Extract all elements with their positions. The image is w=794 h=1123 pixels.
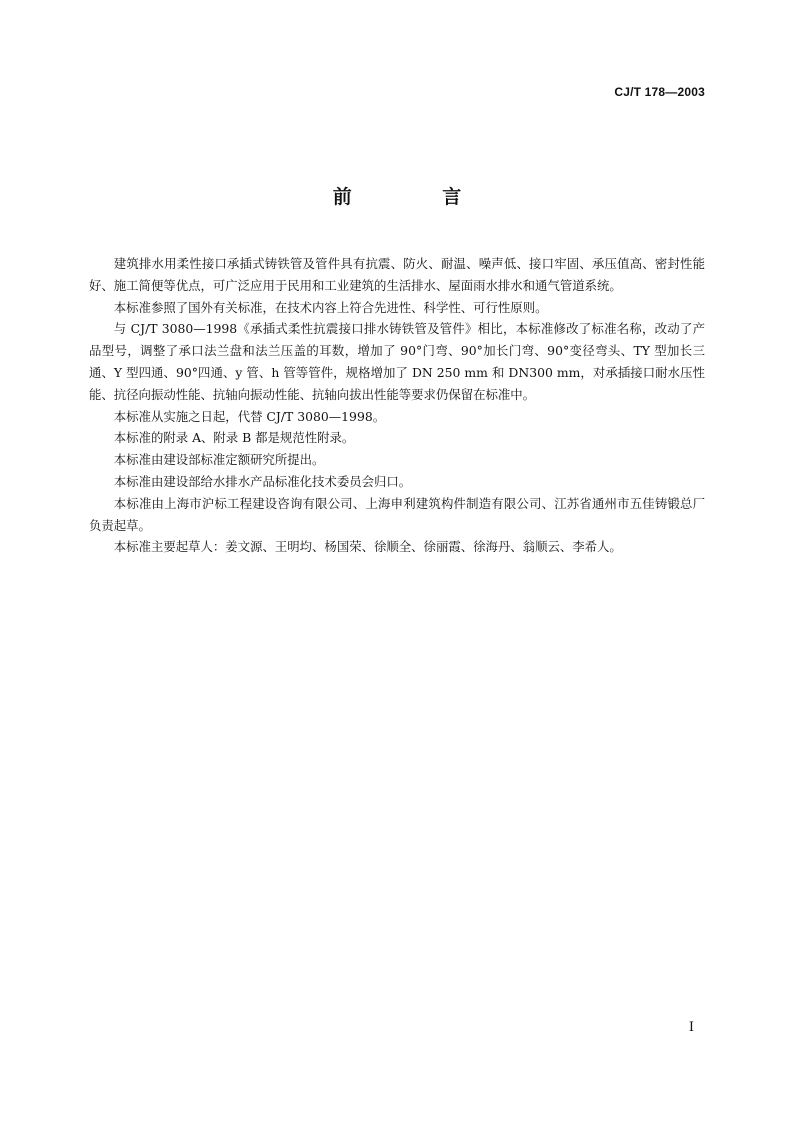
page-number: I (688, 1020, 694, 1035)
paragraph-changes: 与 CJ/T 3080—1998《承插式柔性抗震接口排水铸铁管及管件》相比，本标准修改了标准名称，改动了产品型号，调整了承口法兰盘和法兰压盖的耳数，增加了 90°门弯、90°加长门弯、90°变径弯头、TY 型加长三通、Y 型四通、90°四通、y 管、h 管等管件，规格增加了 DN 250 mm 和 DN300 mm，对承插接口耐水压性能、抗径向振动性能、抗轴向振动性能、抗轴向拔出性能等要求仍保留在标准中。 (89, 321, 705, 402)
paragraph-replaces: 本标准从实施之日起，代替 CJ/T 3080—1998。 (113, 408, 386, 424)
paragraph-drafters: 本标准主要起草人：姜文源、王明均、杨国荣、徐顺全、徐丽霞、徐海丹、翁顺云、李希人。 (113, 539, 622, 555)
paragraph-proposed-by: 本标准由建设部标准定额研究所提出。 (113, 452, 325, 468)
paragraph-managed-by: 本标准由建设部给水排水产品标准化技术委员会归口。 (113, 473, 412, 489)
paragraph-intro: 建筑排水用柔性接口承插式铸铁管及管件具有抗震、防火、耐温、噪声低、接口牢固、承压值高、密封性能好、施工简便等优点，可广泛应用于民用和工业建筑的生活排水、屋面雨水排水和通气管道系统。 (89, 256, 705, 293)
paragraph-drafted-by: 本标准由上海市沪标工程建设咨询有限公司、上海申利建筑构件制造有限公司、江苏省通州市五佳铸锻总厂负责起草。 (89, 495, 705, 533)
page-title: 前 言 (332, 186, 504, 208)
standard-code: CJ/T 178—2003 (614, 85, 705, 99)
paragraph-appendix: 本标准的附录 A、附录 B 都是规范性附录。 (113, 430, 355, 446)
foreword-body (89, 253, 705, 558)
paragraph-reference: 本标准参照了国外有关标准，在技术内容上符合先进性、科学性、可行性原则。 (113, 299, 548, 315)
